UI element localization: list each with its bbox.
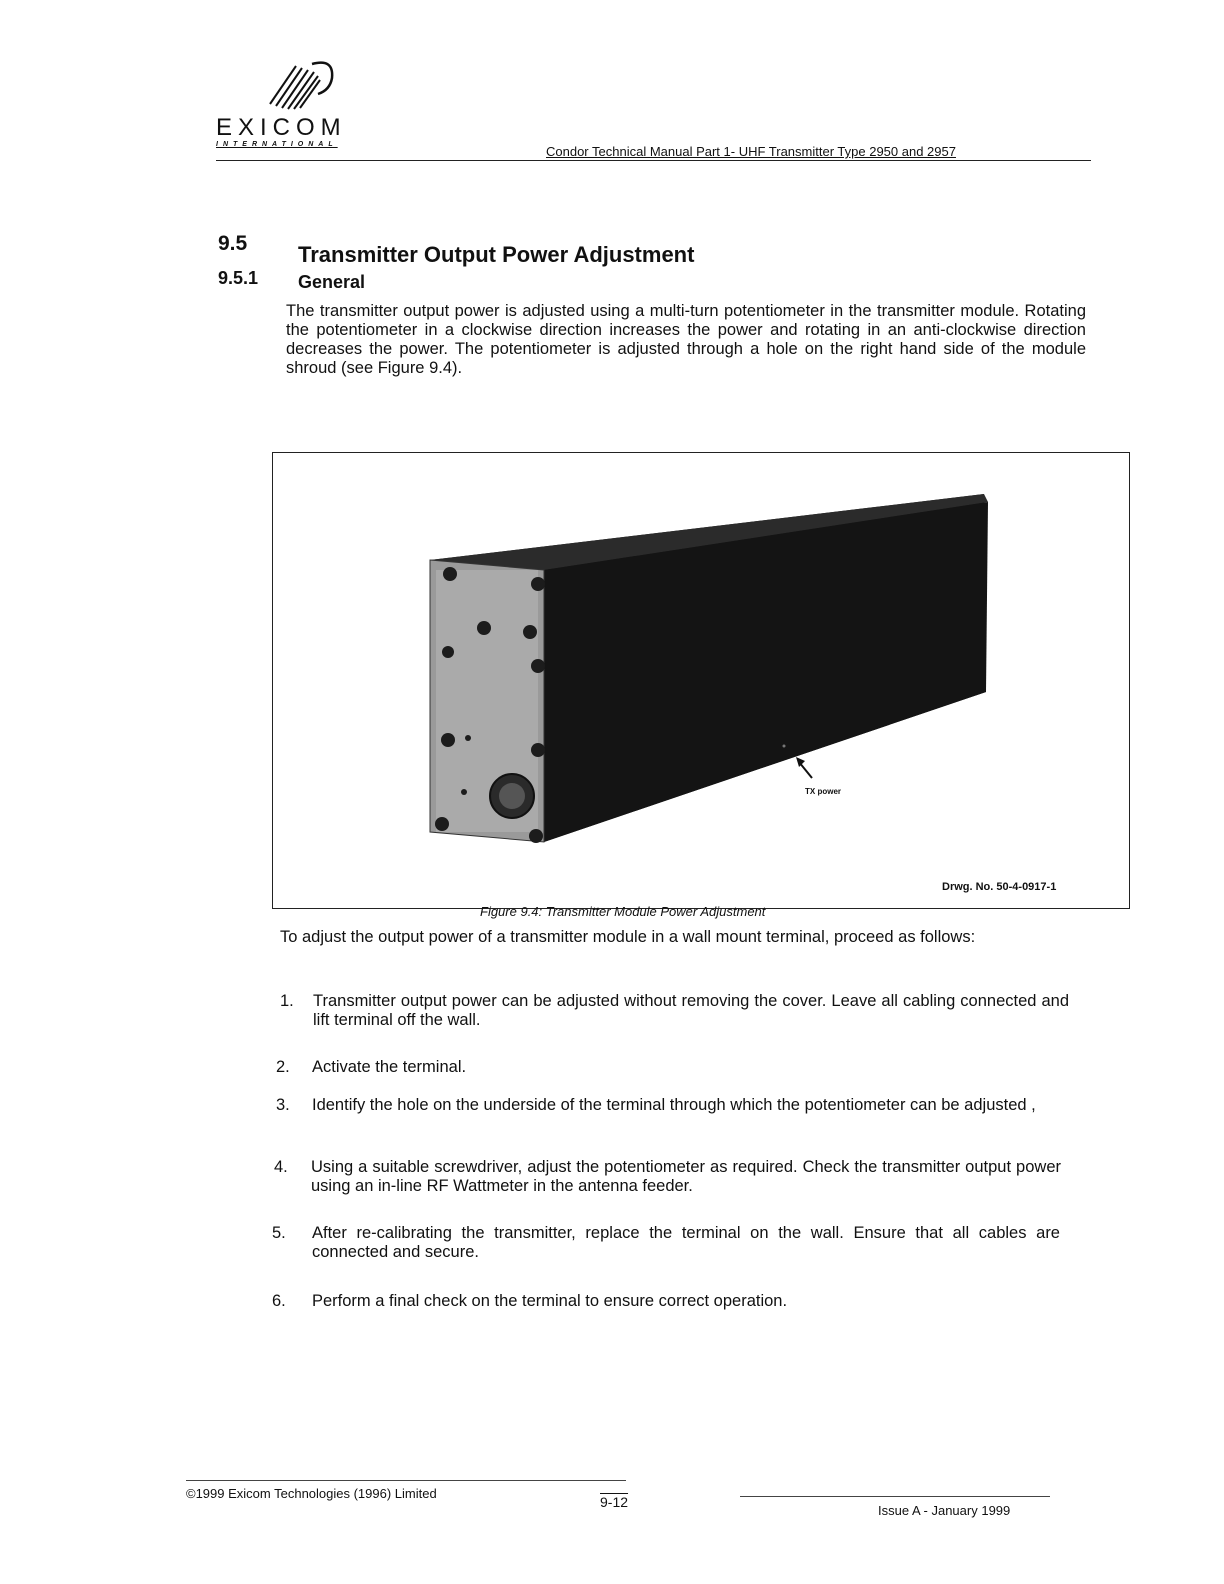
manual-title: Condor Technical Manual Part 1- UHF Transmitter Type 2950 and 2957 [546, 144, 956, 159]
list-item [274, 1158, 1064, 1198]
step-text: Identify the hole on the underside of the terminal through which the potentiometer can be adjusted , [312, 1096, 1036, 1114]
list-item [276, 1096, 1066, 1136]
subsection-title: General [298, 272, 366, 292]
step-number: 3. [276, 1096, 290, 1114]
lead-paragraph: To adjust the output power of a transmitter module in a wall mount terminal, proceed as follows: [280, 928, 976, 946]
step-number: 4. [274, 1158, 288, 1176]
page-number: 9-12 [600, 1494, 629, 1510]
section-title: Transmitter Output Power Adjustment [298, 242, 695, 267]
drawing-number: Drwg. No. 50-4-0917-1 [942, 881, 1057, 893]
step-number: 6. [272, 1292, 286, 1310]
list-item [272, 1224, 1062, 1264]
step-number: 2. [276, 1058, 290, 1076]
footer-copyright: ©1999 Exicom Technologies (1996) Limited [186, 1486, 437, 1501]
tx-power-callout: TX power [805, 787, 842, 796]
exicom-logo-icon [262, 56, 342, 116]
step-text: Perform a final check on the terminal to ensure correct operation. [312, 1292, 788, 1310]
list-item [272, 1292, 1062, 1312]
step-number: 1. [280, 992, 294, 1010]
list-item [280, 992, 1070, 1032]
step-text: Using a suitable screwdriver, adjust the potentiometer as required. Check the transmitter output power using an in-line RF Wattmeter in the antenna feeder. [311, 1158, 1061, 1195]
step-text: Transmitter output power can be adjusted without removing the cover. Leave all cabling connected and lift terminal off the wall. [313, 992, 1069, 1029]
issue-date: Issue A - January 1999 [878, 1503, 1011, 1518]
footer-divider-right [740, 1496, 1050, 1497]
intro-paragraph: The transmitter output power is adjusted using a multi-turn potentiometer in the transmitter module. Rotating the potentiometer in a clockwise direction increases the power and rotating in an anti-clockwise direction decreases the power. The potentiometer is adjusted through a hole on the right hand side of the module shroud (see Figure 9.4). [286, 302, 1086, 377]
step-text: After re-calibrating the transmitter, replace the terminal on the wall. Ensure that all cables are connected and secure. [312, 1224, 1060, 1261]
step-text: Activate the terminal. [312, 1058, 467, 1076]
footer-divider-left [186, 1480, 626, 1481]
step-number: 5. [272, 1224, 286, 1242]
section-number: 9.5 [218, 232, 248, 255]
header-divider [216, 160, 1091, 161]
figure-caption: Figure 9.4: Transmitter Module Power Adjustment [480, 904, 766, 919]
logo-wordmark: EXICOM [216, 114, 347, 141]
subsection-number: 9.5.1 [218, 268, 259, 288]
logo-subtitle: INTERNATIONAL [216, 141, 338, 148]
list-item [276, 1058, 1066, 1078]
transmitter-module-illustration [272, 452, 1130, 909]
